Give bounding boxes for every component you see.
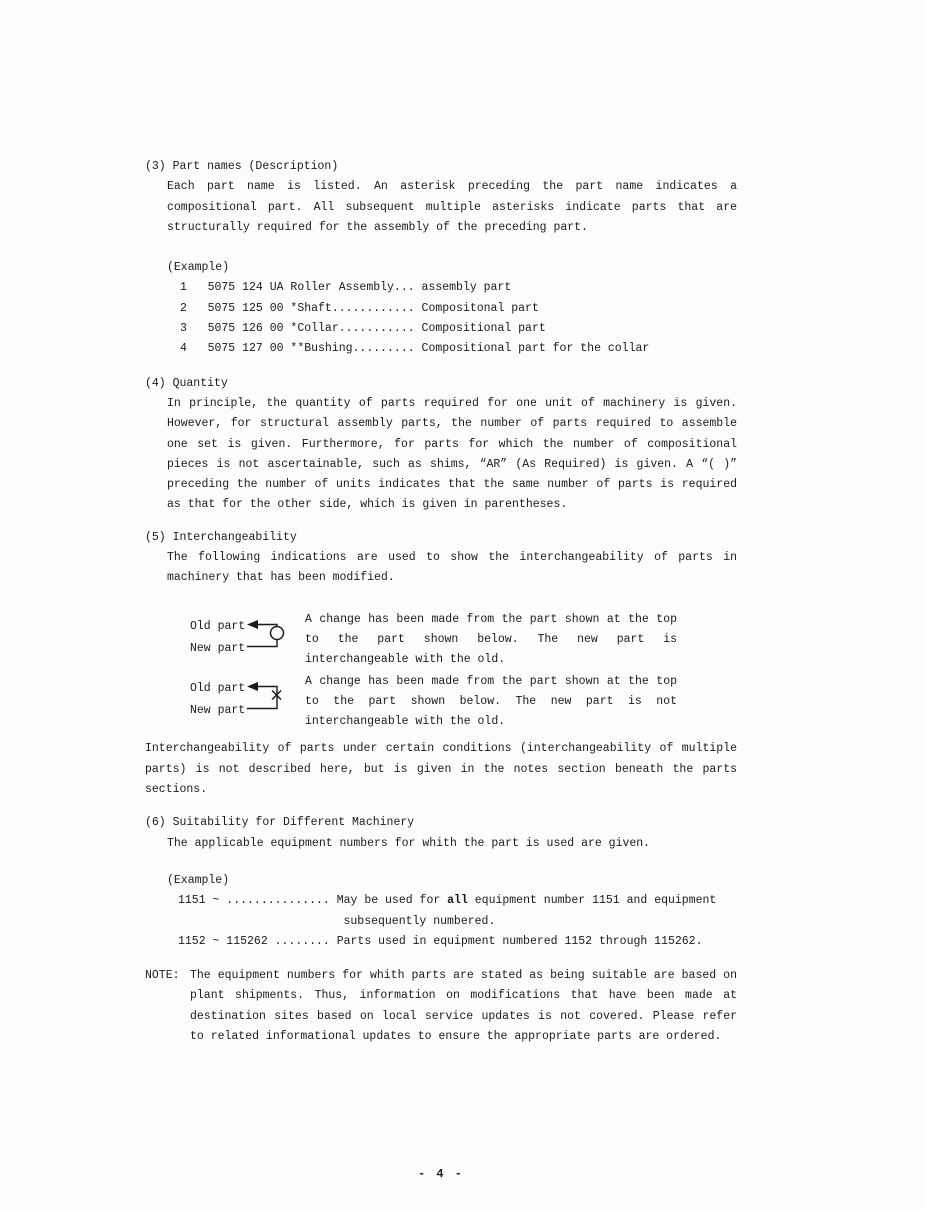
text-line: preceding the number of units indicates that the same number of parts is required <box>167 478 737 492</box>
text-line: Interchangeability of parts under certain conditions (interchangeability of multiple <box>145 742 737 756</box>
note-block <box>145 966 737 1047</box>
example-item: 1 5075 124 UA Roller Assembly... assembly part <box>180 281 512 295</box>
text-line: The equipment numbers for whith parts are stated as being suitable are based on <box>190 969 737 983</box>
text-line: sections. <box>145 783 208 797</box>
example-item-text: 1151 ~ ............... May be used for <box>178 894 448 908</box>
section-heading: (3) Part names (Description) <box>145 160 339 173</box>
page-content <box>145 157 737 1185</box>
section-heading: (4) Quantity <box>145 376 228 390</box>
text-line: to the part shown below. The new part is <box>305 632 677 646</box>
section-heading: (6) Suitability for Different Machinery <box>145 816 415 830</box>
example-item: 3 5075 126 00 *Collar........... Compositional part <box>180 322 546 336</box>
text-line: However, for structural assembly parts, the number of parts required to assemble <box>167 417 737 431</box>
note-body <box>190 966 737 1047</box>
new-part-label: New part <box>190 703 246 717</box>
text-line: to related informational updates to ensure the appropriate parts are ordered. <box>190 1029 722 1043</box>
old-to-new-connector-figure <box>245 610 287 656</box>
old-part-label: Old part <box>190 681 246 695</box>
section-body <box>167 394 737 516</box>
example-list <box>180 278 737 359</box>
text-line: to the part shown below. The new part is not <box>305 694 677 708</box>
text-line: as that for the other side, which is given in parentheses. <box>167 498 568 512</box>
suitability-example <box>145 871 737 952</box>
example-item: 2 5075 125 00 *Shaft............ Compositonal part <box>180 301 539 315</box>
example-item-bold-text: all <box>447 894 468 908</box>
text-line: compositional part. All subsequent multiple asterisks indicate parts that are <box>167 200 737 214</box>
text-line: The following indications are used to show the interchangeability of parts in <box>167 551 737 565</box>
example-label: (Example) <box>167 873 230 887</box>
text-line: parts) is not described here, but is given in the notes section beneath the parts <box>145 762 737 776</box>
diagram-caption <box>305 672 677 733</box>
section-heading: (5) Interchangeability <box>145 530 297 544</box>
left-arrowhead-icon <box>247 620 258 629</box>
part-change-figure <box>190 672 305 733</box>
text-line: Each part name is listed. An asterisk preceding the part name indicates a <box>167 180 737 194</box>
text-line: In principle, the quantity of parts required for one unit of machinery is given. <box>167 396 737 410</box>
diagram-row-not-interchangeable <box>190 672 737 733</box>
section-body <box>167 834 737 854</box>
note-label: NOTE: <box>145 969 180 983</box>
new-part-label: New part <box>190 641 246 655</box>
example-item <box>178 891 737 911</box>
section-quantity <box>145 374 737 516</box>
example-item-text: equipment number 1151 and equipment <box>467 894 717 908</box>
diagram-row-interchangeable <box>190 610 737 671</box>
text-line: interchangeable with the old. <box>305 715 506 729</box>
page-number: - 4 - <box>417 1167 464 1182</box>
text-line: The applicable equipment numbers for whith the part is used are given. <box>167 836 651 850</box>
old-to-new-connector-figure <box>245 672 287 718</box>
section-suitability <box>145 813 737 952</box>
section-interchangeability <box>145 528 737 801</box>
section-part-names <box>145 157 737 360</box>
interchangeable-circle-icon <box>271 626 284 639</box>
text-line: interchangeable with the old. <box>305 653 506 667</box>
section-body <box>167 548 737 589</box>
left-arrowhead-icon <box>247 682 258 691</box>
text-line: one set is given. Furthermore, for parts for which the number of compositional <box>167 437 737 451</box>
example-item: 4 5075 127 00 **Bushing......... Compositional part for the collar <box>180 342 650 356</box>
text-line: structurally required for the assembly of the preceding part. <box>167 220 588 234</box>
text-line: A change has been made from the part shown at the top <box>305 674 677 688</box>
old-part-label: Old part <box>190 619 246 633</box>
text-line: plant shipments. Thus, information on modifications that have been made at <box>190 989 737 1003</box>
text-line: machinery that has been modified. <box>167 571 395 585</box>
example-item-continuation: subsequently numbered. <box>343 914 496 928</box>
interchangeability-footnote <box>145 739 737 800</box>
text-line: destination sites based on local service updates is not covered. Please refer <box>190 1009 737 1023</box>
part-change-figure <box>190 610 305 671</box>
section-body <box>167 177 737 238</box>
text-line: pieces is not ascertainable, such as shims, “AR” (As Required) is given. A “( )” <box>167 457 737 471</box>
example-list <box>178 891 737 952</box>
diagram-caption <box>305 610 677 671</box>
text-line: A change has been made from the part shown at the top <box>305 612 677 626</box>
example-item: 1152 ~ 115262 ........ Parts used in equipment numbered 1152 through 115262. <box>178 934 703 948</box>
interchangeability-diagrams <box>145 610 737 733</box>
example-label: (Example) <box>167 261 230 275</box>
